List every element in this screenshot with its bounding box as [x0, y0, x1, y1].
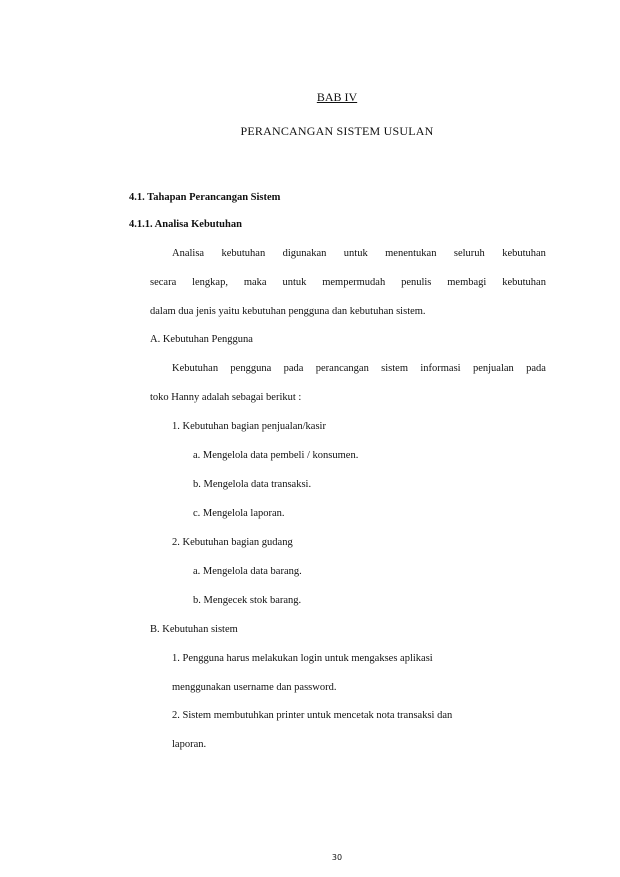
- word: maka: [243, 277, 267, 288]
- system-need-1-line-1: 1. Pengguna harus melakukan login untuk mengakses aplikasi: [172, 653, 433, 664]
- word: pengguna: [230, 363, 272, 374]
- word: penjualan: [472, 363, 514, 374]
- word: pada: [526, 363, 546, 374]
- user-needs-paragraph-line-1: [172, 364, 546, 375]
- list-item: c. Mengelola laporan.: [193, 508, 285, 519]
- chapter-label: BAB IV: [316, 90, 358, 104]
- word: digunakan: [282, 248, 327, 259]
- word: untuk: [343, 248, 368, 259]
- word: kebutuhan: [221, 248, 266, 259]
- page-number: 30: [331, 853, 343, 862]
- word: kebutuhan: [502, 248, 546, 259]
- word: menentukan: [385, 248, 437, 259]
- word: seluruh: [453, 248, 485, 259]
- intro-paragraph-line-1: [172, 249, 546, 260]
- word: secara: [150, 277, 177, 288]
- word: membagi: [447, 277, 487, 288]
- intro-paragraph-line-2: [150, 278, 546, 289]
- section-heading: 4.1. Tahapan Perancangan Sistem: [129, 192, 281, 203]
- list-item: b. Mengecek stok barang.: [193, 595, 302, 606]
- word: untuk: [282, 277, 307, 288]
- system-need-2-line-1: 2. Sistem membutuhkan printer untuk mencetak nota transaksi dan: [172, 710, 453, 721]
- cashier-needs-heading: 1. Kebutuhan bagian penjualan/kasir: [172, 421, 326, 432]
- user-needs-paragraph-line-2: toko Hanny adalah sebagai berikut :: [150, 392, 302, 403]
- list-item: a. Mengelola data pembeli / konsumen.: [193, 450, 359, 461]
- word: penulis: [401, 277, 432, 288]
- system-need-2-line-2: laporan.: [172, 739, 207, 750]
- warehouse-needs-heading: 2. Kebutuhan bagian gudang: [172, 537, 293, 548]
- intro-paragraph-line-3: dalam dua jenis yaitu kebutuhan pengguna dan kebutuhan sistem.: [150, 306, 426, 317]
- subsection-heading: 4.1.1. Analisa Kebutuhan: [129, 219, 242, 230]
- word: lengkap,: [192, 277, 228, 288]
- system-need-1-line-2: menggunakan username dan password.: [172, 682, 337, 693]
- chapter-title: PERANCANGAN SISTEM USULAN: [240, 124, 434, 138]
- word: perancangan: [315, 363, 369, 374]
- system-needs-heading: B. Kebutuhan sistem: [150, 624, 238, 635]
- user-needs-heading: A. Kebutuhan Pengguna: [150, 334, 253, 345]
- word: informasi: [420, 363, 461, 374]
- word: Kebutuhan: [172, 363, 219, 374]
- list-item: b. Mengelola data transaksi.: [193, 479, 312, 490]
- word: pada: [283, 363, 304, 374]
- word: mempermudah: [322, 277, 386, 288]
- word: Analisa: [172, 248, 205, 259]
- word: sistem: [381, 363, 409, 374]
- word: kebutuhan: [502, 277, 546, 288]
- list-item: a. Mengelola data barang.: [193, 566, 302, 577]
